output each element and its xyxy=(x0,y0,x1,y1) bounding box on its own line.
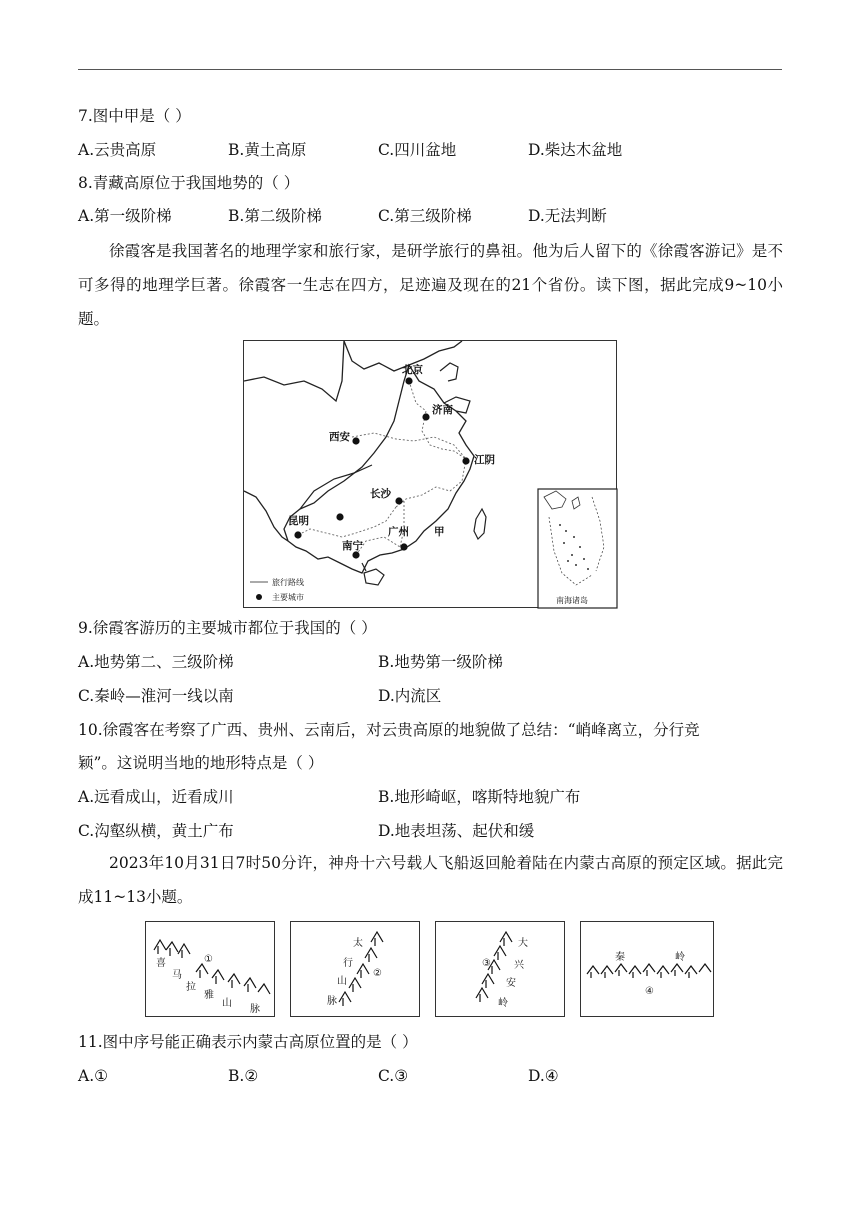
panel-3-daxinganling xyxy=(435,921,565,1017)
map-label-jia: 甲 xyxy=(434,526,445,538)
panel3-char-0: 大 xyxy=(518,938,528,949)
panel1-char-4: 山 xyxy=(222,998,232,1009)
panel2-char-1: 行 xyxy=(343,958,353,969)
passage-xu-xiake: 徐霞客是我国著名的地理学家和旅行家，是研学旅行的鼻祖。他为后人留下的《徐霞客游记》是不可多得的地理学巨著。徐霞客一生志在四方，足迹遍及现在的21个省份。读下图，据此完成9~10小题。 xyxy=(78,242,783,328)
panel4-char-1: 岭 xyxy=(675,952,685,963)
question-10-stem-line2: 颖”。这说明当地的地形特点是（ ） xyxy=(78,754,324,772)
xu-xiake-travel-map xyxy=(243,340,617,608)
panel-2-taihang xyxy=(290,921,420,1017)
q10-option-d[interactable]: D.地表坦荡、起伏和缓 xyxy=(378,822,535,840)
city-label-nanning: 南宁 xyxy=(342,540,363,552)
panel1-char-1: 马 xyxy=(172,970,182,981)
question-9-stem: 9.徐霞客游历的主要城市都位于我国的（ ） xyxy=(78,619,377,637)
panel3-char-3: 岭 xyxy=(498,998,508,1009)
q9-option-d[interactable]: D.内流区 xyxy=(378,687,442,705)
panel2-char-3: 脉 xyxy=(327,996,337,1007)
panel4-char-0: 秦 xyxy=(615,952,625,963)
question-11-stem: 11.图中序号能正确表示内蒙古高原位置的是（ ） xyxy=(78,1033,418,1051)
panel-1-himalaya xyxy=(145,921,275,1017)
passage-shenzhou: 2023年10月31日7时50分许，神舟十六号载人飞船返回舱着陆在内蒙古高原的预定区域。据此完成11~13小题。 xyxy=(78,854,783,906)
panel1-char-2: 拉 xyxy=(186,982,196,993)
q10-option-a[interactable]: A.远看成山，近看成川 xyxy=(78,788,234,806)
q7-option-d[interactable]: D.柴达木盆地 xyxy=(528,141,623,159)
q11-option-d[interactable]: D.④ xyxy=(528,1067,559,1085)
panel3-number: ③ xyxy=(482,958,491,969)
question-8-stem: 8.青藏高原位于我国地势的（ ） xyxy=(78,174,300,192)
inset-label-south-china-sea: 南海诸岛 xyxy=(556,596,588,605)
panel1-number: ① xyxy=(204,954,213,965)
legend-city: 主要城市 xyxy=(272,593,304,602)
city-label-beijing: 北京 xyxy=(402,364,423,376)
panel3-char-2: 安 xyxy=(506,978,516,989)
q8-option-b[interactable]: B.第二级阶梯 xyxy=(228,207,322,225)
panel4-number: ④ xyxy=(645,986,654,997)
header-rule xyxy=(78,69,782,70)
panel-4-qinling xyxy=(580,921,714,1017)
panel3-char-1: 兴 xyxy=(514,960,524,971)
q8-option-c[interactable]: C.第三级阶梯 xyxy=(378,207,472,225)
q7-option-b[interactable]: B.黄土高原 xyxy=(228,141,307,159)
panel2-char-0: 太 xyxy=(353,938,363,949)
panel1-char-5: 脉 xyxy=(250,1004,260,1015)
q11-option-a[interactable]: A.① xyxy=(78,1067,109,1085)
city-label-guangzhou: 广州 xyxy=(388,526,409,538)
q9-option-c[interactable]: C.秦岭—淮河一线以南 xyxy=(78,687,234,705)
city-label-xian: 西安 xyxy=(329,431,350,443)
q11-option-c[interactable]: C.③ xyxy=(378,1067,409,1085)
city-label-changsha: 长沙 xyxy=(370,488,391,500)
q8-option-d[interactable]: D.无法判断 xyxy=(528,207,607,225)
q7-option-c[interactable]: C.四川盆地 xyxy=(378,141,457,159)
city-label-jiangyin: 江阴 xyxy=(474,454,495,466)
question-10-stem-line1: 10.徐霞客在考察了广西、贵州、云南后，对云贵高原的地貌做了总结：“峭峰离立，分行竞 xyxy=(78,721,700,739)
q11-option-b[interactable]: B.② xyxy=(228,1067,259,1085)
panel2-char-2: 山 xyxy=(337,976,347,987)
panel1-char-3: 雅 xyxy=(204,990,214,1001)
q10-option-b[interactable]: B.地形崎岖，喀斯特地貌广布 xyxy=(378,788,581,806)
city-label-kunming: 昆明 xyxy=(288,515,309,527)
q10-option-c[interactable]: C.沟壑纵横，黄土广布 xyxy=(78,822,234,840)
panel2-number: ② xyxy=(373,968,382,979)
q9-option-a[interactable]: A.地势第二、三级阶梯 xyxy=(78,653,234,671)
q7-option-a[interactable]: A.云贵高原 xyxy=(78,141,157,159)
question-7-stem: 7.图中甲是（ ） xyxy=(78,107,191,125)
legend-route: 旅行路线 xyxy=(272,578,304,587)
q9-option-b[interactable]: B.地势第一级阶梯 xyxy=(378,653,503,671)
city-label-jinan: 济南 xyxy=(432,404,453,416)
panel1-char-0: 喜 xyxy=(156,958,166,969)
q8-option-a[interactable]: A.第一级阶梯 xyxy=(78,207,172,225)
